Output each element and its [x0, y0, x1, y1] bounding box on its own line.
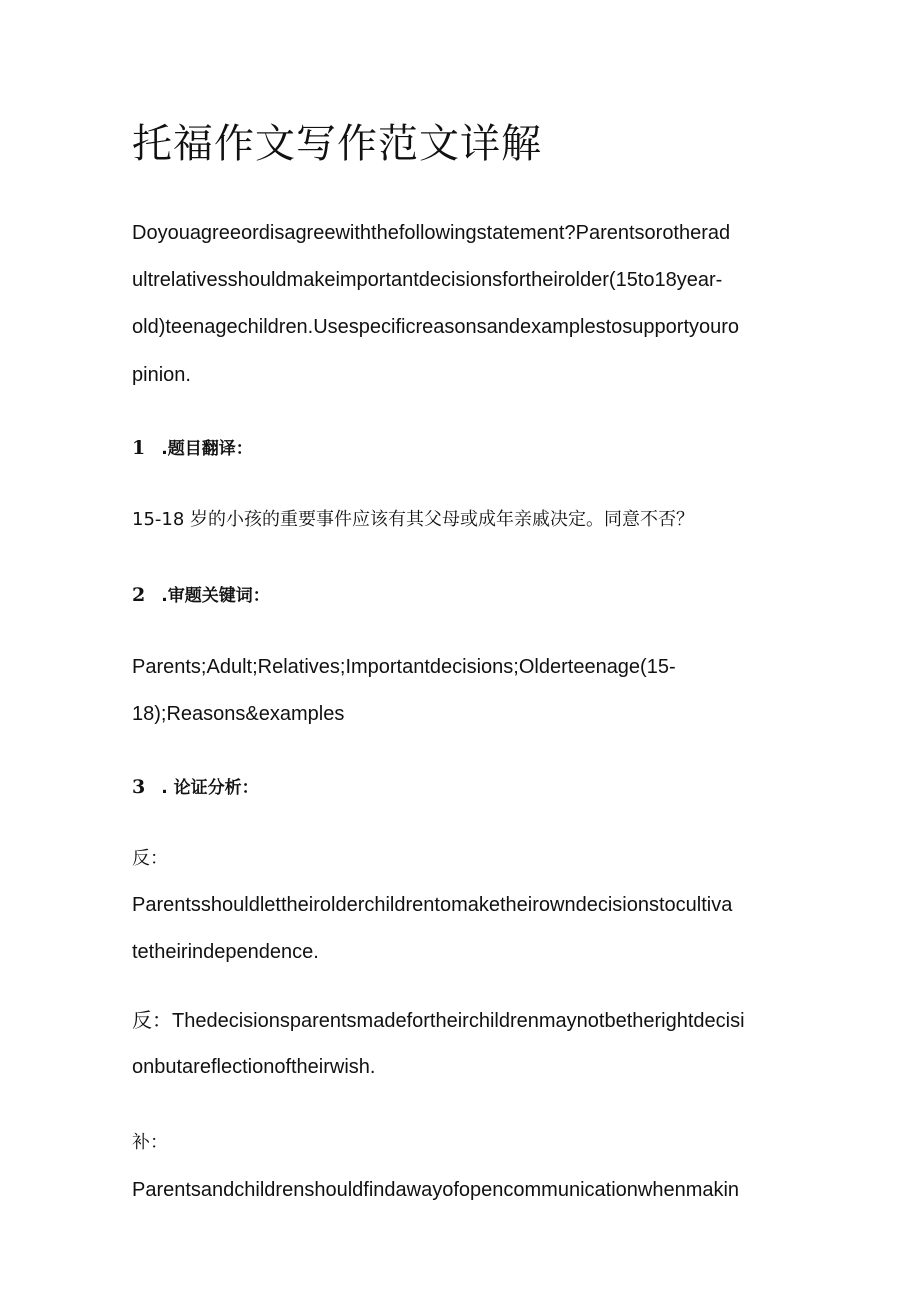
prompt-line: ultrelativesshouldmakeimportantdecisionsfortheirolder(15to18year- [132, 269, 723, 291]
section-heading-text: .审题关键词： [161, 586, 270, 606]
analysis-line: 反：Thedecisionsparentsmadefortheirchildrenmaynotbetherightdecisi [132, 1010, 745, 1032]
analysis-line: Parentsandchildrenshouldfindawayofopencommunicationwhenmakin [132, 1179, 740, 1201]
section-heading [132, 435, 253, 462]
section-heading-text: .题目翻译： [161, 439, 253, 459]
analysis-line: Parentsshouldlettheirolderchildrentomaketheirowndecisionstocultiva [132, 894, 733, 916]
section-number: 2 [132, 584, 146, 606]
section-heading-text: . 论证分析： [161, 778, 259, 798]
translation-text: 15-18 岁的小孩的重要事件应该有其父母或成年亲戚决定。同意不否？ [132, 509, 695, 530]
keywords-line: Parents;Adult;Relatives;Importantdecisions;Olderteenage(15- [132, 656, 676, 678]
prompt-line: pinion. [132, 364, 191, 386]
prompt-line: Doyouagreeordisagreewiththefollowingstatement?Parentsorotherad [132, 222, 731, 244]
prompt-line: old)teenagechildren.Usespecificreasonsandexamplestosupportyouro [132, 316, 740, 338]
section-number: 1 [132, 437, 146, 459]
analysis-line: onbutareflectionoftheirwish. [132, 1056, 376, 1078]
analysis-label: 反： [132, 848, 168, 869]
page-title: 托福作文写作范文详解 [132, 121, 542, 167]
analysis-label: 补： [132, 1132, 168, 1153]
analysis-line: tetheirindependence. [132, 941, 319, 963]
section-number: 3 [132, 776, 146, 798]
section-heading [132, 582, 270, 609]
section-heading [132, 774, 259, 801]
keywords-line: 18);Reasons&examples [132, 703, 345, 725]
